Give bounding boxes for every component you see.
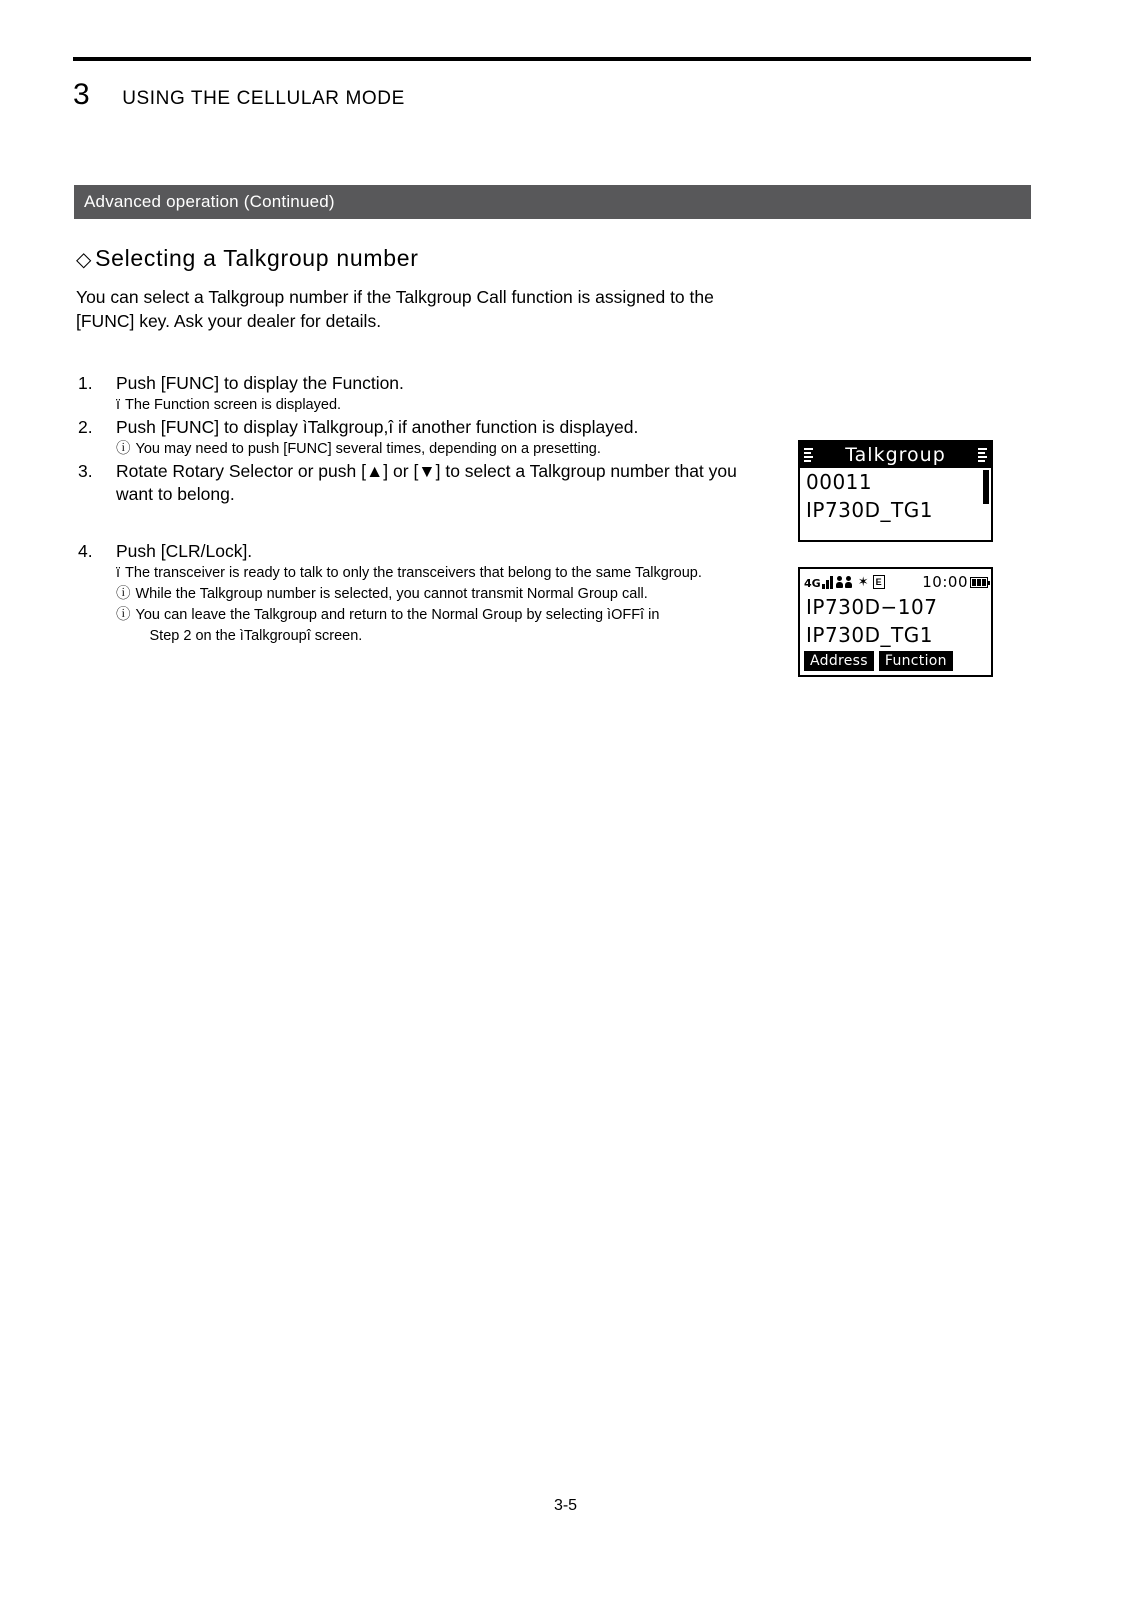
note-bullet-icon: ï xyxy=(116,565,121,581)
battery-icon xyxy=(970,577,988,588)
diamond-icon: ◇ xyxy=(76,249,93,271)
intro-paragraph: You can select a Talkgroup number if the Talkgroup Call function is assigned to the [FUNC] key. Ask your dealer for details. xyxy=(76,287,714,331)
list-lines-icon xyxy=(978,448,987,462)
page-footer xyxy=(0,1497,1131,1515)
network-type-label: 4G xyxy=(804,577,821,590)
note-text-line1: You can leave the Talkgroup and return to the Normal Group by selecting ìOFFî in xyxy=(135,607,660,623)
chapter-title: USING THE CELLULAR MODE xyxy=(122,88,405,109)
step-note xyxy=(116,395,768,416)
info-circle-icon: ⓘ xyxy=(116,607,131,623)
softkey-address[interactable]: Address xyxy=(804,651,874,671)
step-note xyxy=(116,584,768,605)
step-number: 2. xyxy=(78,417,93,437)
lcd-talkgroup-screen xyxy=(798,440,993,542)
lcd-unit-id: IP730D−107 xyxy=(806,595,938,619)
clock-label: 10:00 xyxy=(922,572,968,591)
page-number: 3-5 xyxy=(553,1497,578,1514)
step-number: 3. xyxy=(78,461,93,481)
lcd-talkgroup-number: 00011 xyxy=(806,470,873,494)
lcd-talkgroup-name: IP730D_TG1 xyxy=(806,623,933,647)
step-note xyxy=(116,563,768,584)
info-circle-icon: ⓘ xyxy=(116,441,131,457)
step-number: 1. xyxy=(78,373,93,393)
lcd-talkgroup-name: IP730D_TG1 xyxy=(806,498,933,522)
list-item xyxy=(78,416,768,439)
softkey-function[interactable]: Function xyxy=(879,651,953,671)
step-number: 4. xyxy=(78,541,93,561)
section-bar-label: Advanced operation (Continued) xyxy=(84,192,335,211)
note-bullet-icon: ï xyxy=(116,397,121,413)
signal-icon xyxy=(804,576,833,589)
section-bar xyxy=(74,185,1031,219)
step-text: Push [CLR/Lock]. xyxy=(116,541,253,561)
lcd-standby-screen xyxy=(798,567,993,677)
page-title xyxy=(76,245,419,272)
signal-bars-icon xyxy=(822,576,833,589)
status-right xyxy=(922,572,988,591)
step-note xyxy=(116,439,768,460)
chapter-header xyxy=(73,78,405,112)
group-icon xyxy=(837,576,854,589)
list-item xyxy=(78,540,768,563)
page-title-text: Selecting a Talkgroup number xyxy=(95,245,419,271)
note-text: The Function screen is displayed. xyxy=(125,397,342,413)
spacer xyxy=(78,506,768,540)
step-list xyxy=(78,372,768,647)
note-text: You may need to push [FUNC] several times, depending on a presetting. xyxy=(135,441,601,457)
note-text xyxy=(136,605,769,647)
step-text: Rotate Rotary Selector or push [▲] or [▼] to select a Talkgroup number that you want to belong. xyxy=(116,461,737,504)
list-item xyxy=(78,372,768,395)
status-icons xyxy=(804,575,885,589)
step-text: Push [FUNC] to display ìTalkgroup,î if another function is displayed. xyxy=(116,417,639,437)
list-lines-icon xyxy=(804,448,813,462)
lcd-title-bar xyxy=(800,442,991,468)
bluetooth-icon: ✶ xyxy=(857,575,869,590)
step-note xyxy=(116,605,768,647)
note-text-line2: Step 2 on the ìTalkgroupî screen. xyxy=(149,628,363,644)
scrollbar xyxy=(983,470,989,504)
note-text: The transceiver is ready to talk to only the transceivers that belong to the same Talkgroup. xyxy=(125,565,702,581)
email-icon: E xyxy=(873,575,885,589)
list-item xyxy=(78,460,768,506)
softkey-bar xyxy=(800,651,991,674)
header-rule xyxy=(73,57,1031,61)
status-bar xyxy=(800,569,991,593)
step-text: Push [FUNC] to display the Function. xyxy=(116,373,404,393)
chapter-number: 3 xyxy=(73,78,91,111)
info-circle-icon: ⓘ xyxy=(116,586,131,602)
note-text: While the Talkgroup number is selected, you cannot transmit Normal Group call. xyxy=(135,586,648,602)
lcd-title-text: Talkgroup xyxy=(845,444,946,466)
